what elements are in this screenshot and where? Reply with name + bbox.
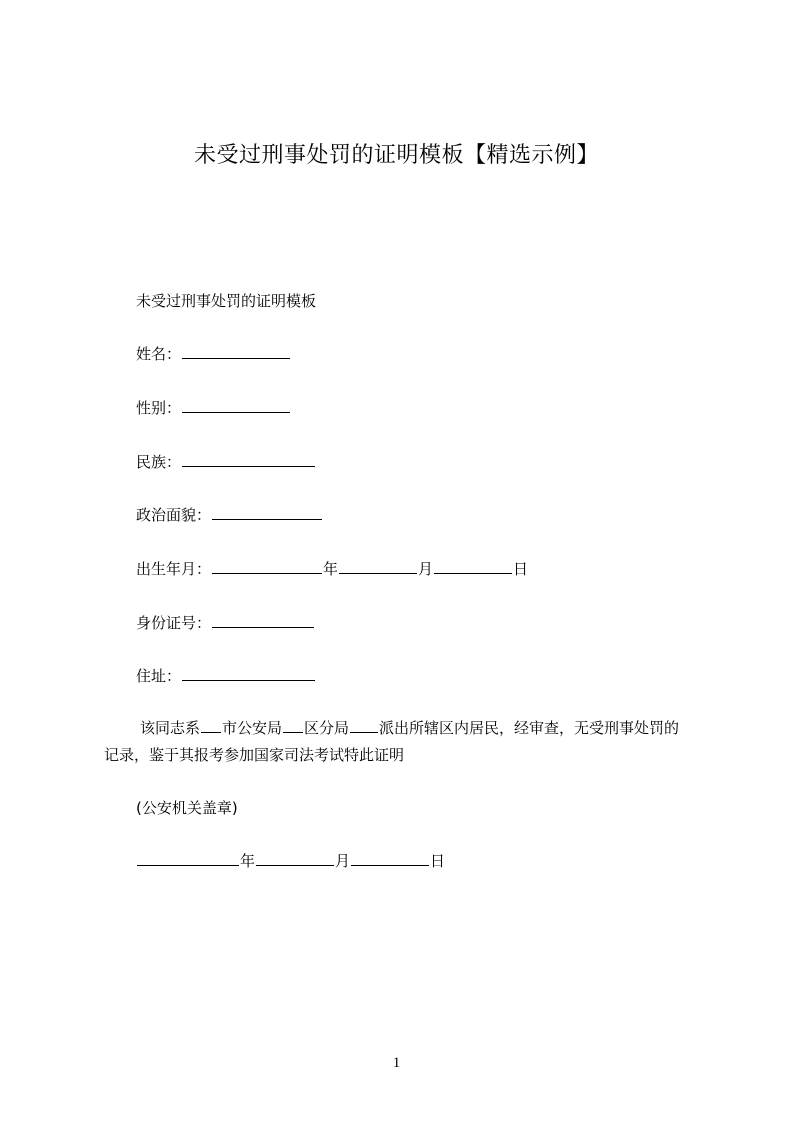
- name-blank[interactable]: [182, 343, 290, 359]
- statement-part-2: 市公安局: [222, 719, 283, 737]
- sign-month-blank[interactable]: [256, 850, 334, 866]
- address-label: 住址：: [136, 667, 182, 685]
- birth-field: [136, 558, 528, 580]
- day-unit: 日: [513, 560, 529, 578]
- name-label: 姓名：: [136, 345, 182, 363]
- ethnicity-field: [136, 451, 316, 473]
- gender-label: 性别：: [136, 399, 182, 417]
- name-field: [136, 343, 291, 365]
- gender-field: [136, 397, 291, 419]
- ethnicity-label: 民族：: [136, 453, 182, 471]
- district-blank[interactable]: [283, 717, 303, 733]
- political-field: [136, 504, 323, 526]
- birth-month-blank[interactable]: [339, 558, 417, 574]
- gender-blank[interactable]: [182, 397, 290, 413]
- sign-day-blank[interactable]: [351, 850, 429, 866]
- month-unit: 月: [418, 560, 434, 578]
- sign-month-unit: 月: [335, 852, 351, 870]
- statement-paragraph: [104, 715, 704, 769]
- statement-part-4: 派出所辖区内居民，经审查，无受刑事处罚的: [379, 719, 680, 737]
- statement-line-2: 记录，鉴于其报考参加国家司法考试特此证明: [104, 746, 405, 764]
- ethnicity-blank[interactable]: [182, 451, 315, 467]
- sign-date: [136, 850, 445, 872]
- id-number-blank[interactable]: [212, 612, 314, 628]
- statement-line-1: [104, 715, 704, 742]
- birth-label: 出生年月：: [136, 560, 212, 578]
- document-title: 未受过刑事处罚的证明模板【精选示例】: [193, 143, 599, 168]
- city-blank[interactable]: [201, 717, 221, 733]
- document-subtitle: 未受过刑事处罚的证明模板: [136, 292, 317, 310]
- political-label: 政治面貌：: [136, 506, 212, 524]
- year-unit: 年: [323, 560, 339, 578]
- id-number-field: [136, 612, 315, 634]
- sign-day-unit: 日: [430, 852, 446, 870]
- sign-year-unit: 年: [240, 852, 256, 870]
- address-field: [136, 665, 316, 687]
- station-blank[interactable]: [350, 717, 378, 733]
- political-blank[interactable]: [212, 504, 322, 520]
- address-blank[interactable]: [182, 665, 315, 681]
- birth-day-blank[interactable]: [434, 558, 512, 574]
- sign-year-blank[interactable]: [137, 850, 239, 866]
- seal-label: (公安机关盖章): [136, 799, 238, 817]
- page-number: 1: [392, 1055, 401, 1071]
- birth-year-blank[interactable]: [212, 558, 322, 574]
- statement-part-3: 区分局: [304, 719, 350, 737]
- id-number-label: 身份证号：: [136, 614, 212, 632]
- statement-part-1: 该同志系: [140, 719, 201, 737]
